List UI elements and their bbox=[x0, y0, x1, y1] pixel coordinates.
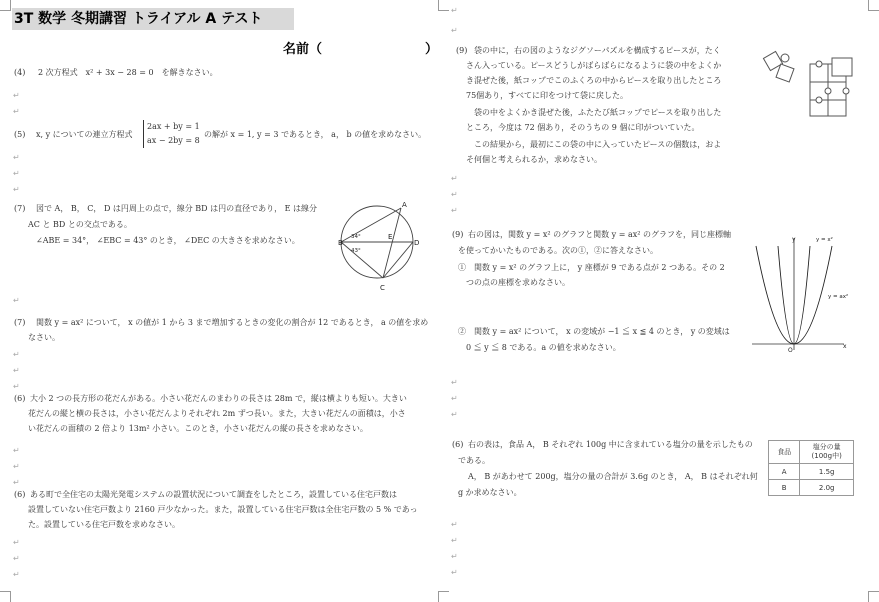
question-number: (6) bbox=[14, 394, 26, 403]
table-row bbox=[769, 480, 854, 496]
segment-bc bbox=[341, 242, 383, 278]
question-text: AC と BD との交点である。 bbox=[28, 220, 132, 229]
question-text: x, y についての連立方程式 bbox=[36, 130, 133, 139]
page-title: 3T 数学 冬期講習 トライアル A テスト bbox=[12, 8, 294, 30]
question-text: の解が x = 1, y = 3 であるとき， a， b の値を求めなさい。 bbox=[204, 130, 427, 139]
table-cell: 2.0g bbox=[800, 480, 854, 496]
question-text: A， B があわせて 200g，塩分の量の合計が 3.6g のとき， A， B はそれぞれ何 bbox=[460, 472, 758, 481]
paragraph-mark: ↵ bbox=[451, 190, 458, 199]
puzzle-knob bbox=[825, 88, 831, 94]
puzzle-piece bbox=[832, 58, 852, 76]
crop-mark bbox=[868, 0, 879, 11]
question-text: 関数 y = ax² について， x の値が 1 から 3 まで増加するときの変化の割合が 12 であるとき， a の値を求め bbox=[36, 318, 429, 327]
paragraph-mark: ↵ bbox=[13, 169, 20, 178]
table-header-line: 塩分の量 bbox=[812, 443, 841, 451]
jigsaw-puzzle-icon bbox=[758, 44, 862, 120]
paragraph-mark: ↵ bbox=[13, 382, 20, 391]
curve2-label: y = ax² bbox=[828, 294, 849, 300]
point-b-label: B bbox=[338, 239, 343, 247]
question-number: (5) bbox=[14, 130, 26, 139]
question-number: (7) bbox=[14, 204, 26, 213]
paragraph-mark: ↵ bbox=[451, 26, 458, 35]
x-axis-label: x bbox=[843, 343, 847, 350]
angle-ebc-label: 43° bbox=[351, 248, 361, 254]
crop-mark bbox=[0, 591, 11, 602]
subquestion-text: 0 ≦ y ≦ 8 である。a の値を求めなさい。 bbox=[458, 343, 621, 352]
question-text: ところ，今度は 72 個あり，そのうちの 9 個に印がついていた。 bbox=[466, 123, 700, 132]
paragraph-mark: ↵ bbox=[13, 107, 20, 116]
paragraph-mark: ↵ bbox=[13, 296, 20, 305]
origin-label: O bbox=[788, 347, 793, 354]
paragraph-mark: ↵ bbox=[451, 410, 458, 419]
question-text: 袋の中に，右の図のようなジグソーパズルを構成するピースが，たく bbox=[474, 46, 721, 55]
subquestion-text: ② 関数 y = ax² について， x の変域が −1 ≦ x ≦ 4 のとき， y の変域は bbox=[458, 327, 730, 336]
angle-abe-label: 34° bbox=[351, 234, 361, 240]
paragraph-mark: ↵ bbox=[13, 153, 20, 162]
question-text: 袋の中をよくかき混ぜた後，ふたたび紙コップでピースを取り出した bbox=[466, 108, 722, 117]
puzzle-knob bbox=[843, 88, 849, 94]
paragraph-mark: ↵ bbox=[13, 570, 20, 579]
salt-table bbox=[768, 440, 854, 496]
crop-mark bbox=[438, 591, 449, 602]
table-row bbox=[769, 464, 854, 480]
name-field-close[interactable]: ） bbox=[425, 42, 439, 57]
y-axis-label: y bbox=[792, 236, 796, 243]
question-text: なさい。 bbox=[28, 333, 60, 342]
paragraph-mark: ↵ bbox=[13, 366, 20, 375]
puzzle-knob bbox=[816, 61, 822, 67]
brace bbox=[143, 120, 200, 148]
paragraph-mark: ↵ bbox=[451, 6, 458, 15]
curve1-label: y = x² bbox=[816, 237, 833, 243]
question-text: 図で A， B， C， D は円周上の点で，線分 BD は円の直径であり， E は線分 bbox=[36, 204, 318, 213]
name-label: 名前（ bbox=[283, 42, 323, 57]
question-text: を使ってかいたものである。次の①，②に答えなさい。 bbox=[458, 246, 658, 255]
puzzle-knob bbox=[816, 97, 822, 103]
parabola-graph bbox=[748, 232, 852, 358]
point-c-label: C bbox=[380, 284, 385, 292]
table-header bbox=[800, 441, 854, 464]
question-text: そ何個と考えられるか，求めなさい。 bbox=[466, 155, 602, 164]
question-text: さん入っている。ピースどうしがばらばらになるように袋の中をよくか bbox=[466, 61, 722, 70]
equation-2: ax − 2by = 8 bbox=[147, 136, 200, 145]
puzzle-piece bbox=[828, 100, 846, 116]
question-text: 右の図は，関数 y = x² のグラフと関数 y = ax² のグラフを，同じ座標軸 bbox=[468, 230, 731, 239]
question-number: (4) bbox=[14, 68, 26, 77]
question-number: (6) bbox=[452, 440, 464, 449]
point-e-label: E bbox=[388, 233, 393, 241]
circle-figure bbox=[338, 198, 418, 292]
equation-1: 2ax + by = 1 bbox=[147, 122, 200, 131]
equation-system bbox=[140, 120, 200, 148]
question-text: 右の表は，食品 A， B それぞれ 100g 中に含まれている塩分の量を示したもの bbox=[468, 440, 753, 449]
question-number: (6) bbox=[14, 490, 26, 499]
table-cell: A bbox=[769, 464, 800, 480]
crop-mark bbox=[868, 591, 879, 602]
paragraph-mark: ↵ bbox=[13, 538, 20, 547]
table-header-row bbox=[769, 441, 854, 464]
paragraph-mark: ↵ bbox=[13, 350, 20, 359]
crop-mark bbox=[0, 0, 11, 11]
question-number: (7) bbox=[14, 318, 26, 327]
paragraph-mark: ↵ bbox=[451, 568, 458, 577]
question-text: この結果から，最初にこの袋の中に入っていたピースの個数は，およ bbox=[466, 140, 722, 149]
question-text: た。設置している住宅戸数を求めなさい。 bbox=[28, 520, 180, 529]
paragraph-mark: ↵ bbox=[451, 536, 458, 545]
subquestion-text: つの点の座標を求めなさい。 bbox=[458, 278, 570, 287]
question-text: 大小 2 つの長方形の花だんがある。小さい花だんのまわりの長さは 28m で，縦は横よりも短い。大きい bbox=[30, 394, 407, 403]
paragraph-mark: ↵ bbox=[13, 478, 20, 487]
question-text: 2 次方程式 x² + 3x − 28 = 0 を解きなさい。 bbox=[38, 68, 218, 77]
point-d-label: D bbox=[414, 239, 420, 247]
puzzle-knob bbox=[781, 54, 789, 62]
paragraph-mark: ↵ bbox=[13, 185, 20, 194]
question-text: g か求めなさい。 bbox=[458, 488, 522, 497]
question-text: ∠ABE = 34°， ∠EBC = 43° のとき， ∠DEC の大きさを求めなさい。 bbox=[36, 236, 300, 245]
puzzle-piece bbox=[776, 64, 794, 82]
table-header-line: (100g中) bbox=[811, 452, 842, 460]
table-header: 食品 bbox=[769, 441, 800, 464]
table-cell: B bbox=[769, 480, 800, 496]
question-text: 設置していない住宅戸数より 2160 戸少なかった。また，設置している住宅戸数は全住宅戸数の 5 % であっ bbox=[28, 505, 418, 514]
question-number: (9) bbox=[456, 46, 468, 55]
subquestion-text: ① 関数 y = x² のグラフ上に， y 座標が 9 である点が 2 つある。その 2 bbox=[458, 263, 725, 272]
table-cell: 1.5g bbox=[800, 464, 854, 480]
paragraph-mark: ↵ bbox=[451, 520, 458, 529]
paragraph-mark: ↵ bbox=[13, 554, 20, 563]
paragraph-mark: ↵ bbox=[13, 446, 20, 455]
question-text: き混ぜた後，紙コップでこのふくろの中からピースを取り出したところ bbox=[466, 76, 722, 85]
paragraph-mark: ↵ bbox=[451, 552, 458, 561]
point-a-label: A bbox=[402, 201, 407, 209]
question-text: である。 bbox=[458, 456, 490, 465]
crop-mark bbox=[438, 0, 449, 11]
question-text: 花だんの縦と横の長さは，小さい花だんよりそれぞれ 2m ずつ長い。また，大きい花だんの面積は，小さ bbox=[28, 409, 406, 418]
question-text: ある町で全住宅の太陽光発電システムの設置状況について調査をしたところ，設置している住宅戸数は bbox=[30, 490, 398, 499]
paragraph-mark: ↵ bbox=[451, 378, 458, 387]
paragraph-mark: ↵ bbox=[451, 206, 458, 215]
question-text: い花だんの面積の 2 倍より 13m² 小さい。このとき，小さい花だんの縦の長さを求めなさい。 bbox=[28, 424, 368, 433]
question-number: (9) bbox=[452, 230, 464, 239]
paragraph-mark: ↵ bbox=[13, 462, 20, 471]
paragraph-mark: ↵ bbox=[451, 394, 458, 403]
question-text: 75個あり，すべてに印をつけて袋に戻した。 bbox=[466, 91, 629, 100]
paragraph-mark: ↵ bbox=[451, 174, 458, 183]
paragraph-mark: ↵ bbox=[13, 91, 20, 100]
